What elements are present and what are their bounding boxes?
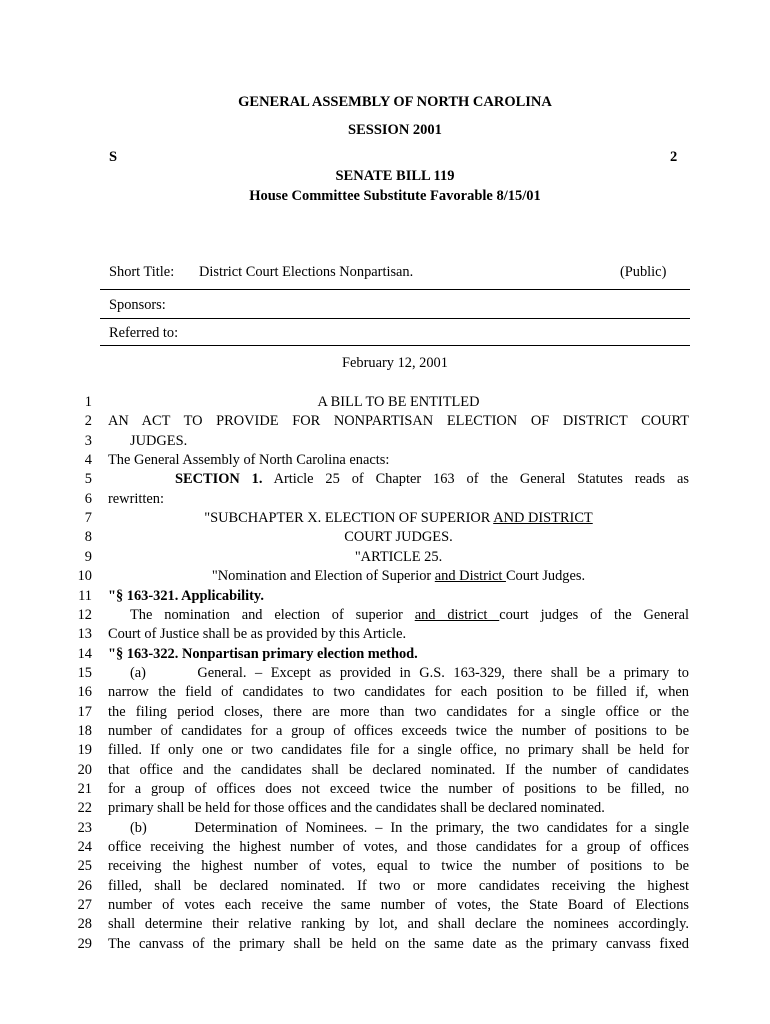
- text-run: The General Assembly of North Carolina enacts:: [108, 452, 390, 469]
- bold-text: SECTION 1.: [175, 471, 263, 488]
- chamber-letter: S: [109, 149, 118, 165]
- line-text: [108, 528, 689, 547]
- text-run: rewritten:: [108, 490, 164, 507]
- line-text: [108, 741, 689, 760]
- text-run: that office and the candidates shall be declared nominated. If the number of candidates: [108, 761, 689, 778]
- text-run: the filing period closes, there are more than two candidates for a single office or the: [108, 703, 689, 720]
- line-text: [108, 509, 689, 528]
- line-number: 17: [77, 703, 92, 720]
- line-text: [108, 587, 689, 606]
- text-run: primary shall be held for those offices and the candidates shall be declared nominated.: [108, 800, 605, 817]
- line-text: [108, 838, 689, 857]
- bill-line: [0, 838, 770, 857]
- line-text: [108, 412, 689, 431]
- line-number: 12: [77, 606, 92, 623]
- line-number: 15: [77, 664, 92, 681]
- text-run: "Nomination and Election of Superior: [211, 568, 435, 585]
- inserted-text: and District: [434, 568, 506, 585]
- text-run: "ARTICLE 25.: [354, 548, 443, 565]
- line-number: 11: [78, 587, 92, 604]
- bill-line: [0, 664, 770, 683]
- line-number: 26: [77, 877, 92, 894]
- bill-line: [0, 819, 770, 838]
- bill-line: [0, 935, 770, 954]
- bill-status: House Committee Substitute Favorable 8/15/01: [249, 188, 541, 204]
- short-title-label: Short Title:: [109, 264, 175, 280]
- bill-line: [0, 722, 770, 741]
- line-number: 16: [77, 684, 92, 701]
- text-run: (b) Determination of Nominees. – In the primary, the two candidates for a single: [130, 819, 689, 836]
- bill-line: [0, 548, 770, 567]
- line-number: 24: [77, 839, 92, 856]
- line-number: 13: [77, 626, 92, 643]
- short-title: District Court Elections Nonpartisan.: [199, 264, 414, 280]
- text-run: office receiving the highest number of votes, and those candidates for a group of offices: [108, 839, 689, 856]
- sponsors-label: Sponsors:: [109, 297, 166, 313]
- divider: [100, 345, 690, 346]
- bill-line: [0, 412, 770, 431]
- text-run: The nomination and election of superior: [130, 606, 415, 623]
- line-text: [108, 703, 689, 722]
- line-number: 2: [84, 413, 92, 430]
- filed-date: February 12, 2001: [342, 355, 448, 371]
- assembly-heading: GENERAL ASSEMBLY OF NORTH CAROLINA: [238, 94, 552, 110]
- line-text: [108, 761, 689, 780]
- bold-text: "§ 163-322. Nonpartisan primary election method.: [108, 645, 418, 662]
- line-number: 10: [77, 568, 92, 585]
- line-number: 9: [84, 548, 92, 565]
- bill-line: [0, 896, 770, 915]
- text-run: Court of Justice shall be as provided by this Article.: [108, 626, 407, 643]
- line-number: 5: [84, 471, 92, 488]
- text-run: shall determine their relative ranking by lot, and shall declare the nominees accordingly.: [108, 916, 689, 933]
- bill-line: [0, 915, 770, 934]
- line-number: 6: [84, 490, 92, 507]
- bill-line: [0, 683, 770, 702]
- bill-line: [0, 567, 770, 586]
- line-text: [108, 915, 689, 934]
- text-run: COURT JUDGES.: [344, 529, 453, 546]
- line-text: [108, 780, 689, 799]
- text-run: filled, shall be declared nominated. If two or more candidates receiving the highest: [108, 877, 689, 894]
- public-label: (Public): [620, 264, 667, 280]
- bill-line: [0, 509, 770, 528]
- line-number: 18: [77, 722, 92, 739]
- version-number: 2: [670, 149, 678, 165]
- bill-line: [0, 528, 770, 547]
- bill-line: [0, 490, 770, 509]
- text-run: (a) General. – Except as provided in G.S. 163-329, there shall be a primary to: [130, 664, 689, 681]
- bill-line: [0, 470, 770, 489]
- line-text: [108, 877, 689, 896]
- bold-text: "§ 163-321. Applicability.: [108, 587, 264, 604]
- text-run: number of candidates for a group of offices exceeds twice the number of positions to be: [108, 722, 689, 739]
- text-run: Article 25 of Chapter 163 of the General Statutes reads as: [262, 471, 689, 488]
- line-text: [108, 490, 689, 509]
- text-run: court judges of the General: [499, 606, 689, 623]
- text-run: A BILL TO BE ENTITLED: [317, 394, 480, 410]
- line-number: 3: [84, 432, 92, 449]
- line-text: [108, 935, 689, 954]
- referred-label: Referred to:: [109, 325, 179, 341]
- line-text: [108, 393, 689, 412]
- bill-line: [0, 703, 770, 722]
- line-text: [130, 664, 689, 683]
- bill-line: [0, 587, 770, 606]
- line-number: 28: [77, 916, 92, 933]
- line-text: [108, 799, 689, 818]
- line-text: [108, 625, 689, 644]
- line-number: 7: [84, 510, 92, 527]
- line-number: 23: [77, 819, 92, 836]
- bill-line: [0, 451, 770, 470]
- text-run: AN ACT TO PROVIDE FOR NONPARTISAN ELECTION OF DISTRICT COURT: [108, 413, 689, 430]
- line-number: 8: [84, 529, 92, 546]
- line-text: [108, 683, 689, 702]
- bill-line: [0, 877, 770, 896]
- inserted-text: AND DISTRICT: [493, 510, 593, 527]
- line-text: [108, 567, 689, 586]
- line-text: [108, 722, 689, 741]
- bill-line: [0, 645, 770, 664]
- line-number: 4: [84, 452, 92, 469]
- bill-line: [0, 393, 770, 412]
- bill-line: [0, 432, 770, 451]
- line-number: 1: [84, 394, 92, 410]
- text-run: narrow the field of candidates to two candidates for each position to be filled if, when: [108, 684, 689, 701]
- line-text: [108, 451, 689, 470]
- bill-line: [0, 606, 770, 625]
- text-run: JUDGES.: [130, 432, 188, 449]
- line-text: [130, 606, 689, 625]
- line-text: [175, 470, 689, 489]
- text-run: receiving the highest number of votes, equal to twice the number of positions to be: [108, 858, 689, 875]
- text-run: filled. If only one or two candidates file for a single office, no primary shall be held for: [108, 742, 689, 759]
- line-number: 14: [77, 645, 92, 662]
- bill-line: [0, 799, 770, 818]
- line-text: [108, 645, 689, 664]
- bill-line: [0, 857, 770, 876]
- line-text: [130, 432, 689, 451]
- line-number: 29: [77, 935, 92, 952]
- line-text: [108, 548, 689, 567]
- line-number: 20: [77, 761, 92, 778]
- line-number: 27: [77, 897, 92, 914]
- bill-line: [0, 780, 770, 799]
- session-heading: SESSION 2001: [348, 122, 442, 138]
- text-run: for a group of offices does not exceed twice the number of positions to be filled, no: [108, 781, 689, 797]
- divider: [100, 318, 690, 319]
- line-number: 19: [77, 742, 92, 759]
- bill-line: [0, 761, 770, 780]
- text-run: The canvass of the primary shall be held on the same date as the primary canvass fixed: [108, 935, 689, 952]
- line-text: [108, 896, 689, 915]
- bill-line: [0, 625, 770, 644]
- text-run: number of votes each receive the same number of votes, the State Board of Elections: [108, 897, 689, 914]
- inserted-text: and district: [414, 606, 500, 623]
- text-run: "SUBCHAPTER X. ELECTION OF SUPERIOR: [204, 510, 494, 527]
- divider: [100, 289, 690, 290]
- line-text: [108, 857, 689, 876]
- line-text: [130, 819, 689, 838]
- bill-number: SENATE BILL 119: [335, 168, 455, 184]
- bill-line: [0, 741, 770, 760]
- text-run: Court Judges.: [505, 568, 586, 585]
- line-number: 21: [77, 781, 92, 797]
- line-number: 22: [77, 800, 92, 817]
- line-number: 25: [77, 858, 92, 875]
